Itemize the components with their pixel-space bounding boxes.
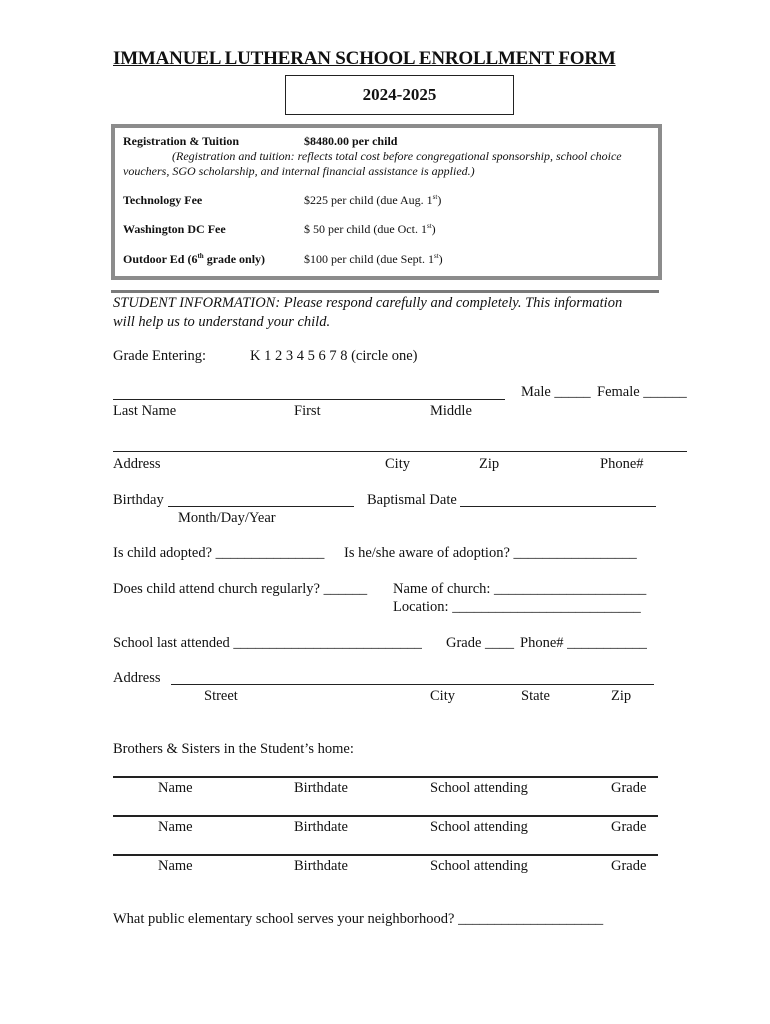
church-attendance-question[interactable]: Does child attend church regularly? ______	[113, 581, 368, 597]
sibling-name-field[interactable]: Name	[158, 780, 193, 796]
sibling-birthdate-field[interactable]: Birthdate	[294, 780, 348, 796]
student-address-field[interactable]	[113, 451, 687, 452]
sibling-school-field[interactable]: School attending	[430, 858, 528, 874]
grade-options[interactable]: K 1 2 3 4 5 6 7 8 (circle one)	[250, 348, 418, 364]
sibling-grade-field[interactable]: Grade	[611, 858, 647, 874]
registration-label: Registration & Tuition	[123, 134, 240, 148]
phone-label: Phone#	[600, 456, 644, 472]
washington-fee-amount: $ 50 per child (due Oct. 1st)	[304, 222, 436, 236]
baptismal-date-field[interactable]	[460, 506, 656, 507]
sibling-row-divider	[113, 776, 658, 778]
adoption-aware-question[interactable]: Is he/she aware of adoption? _________________	[344, 545, 637, 561]
female-field[interactable]: Female ______	[597, 384, 687, 400]
school-address-field[interactable]	[171, 684, 654, 685]
school-address-label: Address	[113, 670, 161, 686]
form-title: IMMANUEL LUTHERAN SCHOOL ENROLLMENT FORM	[113, 48, 616, 69]
sibling-name-field[interactable]: Name	[158, 819, 193, 835]
birthday-label: Birthday	[113, 492, 164, 508]
church-location-field[interactable]: Location: __________________________	[393, 599, 641, 615]
school-zip-label: Zip	[611, 688, 632, 704]
school-city-label: City	[430, 688, 455, 704]
technology-fee-label: Technology Fee	[123, 193, 203, 207]
last-name-label: Last Name	[113, 403, 177, 419]
zip-label: Zip	[479, 456, 500, 472]
sibling-birthdate-field[interactable]: Birthdate	[294, 858, 348, 874]
student-info-intro-line2: will help us to understand your child.	[113, 314, 331, 330]
outdoor-ed-amount: $100 per child (due Sept. 1st)	[304, 252, 443, 266]
state-label: State	[521, 688, 550, 704]
middle-name-label: Middle	[430, 403, 472, 419]
school-last-attended-field[interactable]: School last attended __________________________	[113, 635, 422, 651]
male-field[interactable]: Male _____	[521, 384, 591, 400]
registration-note-line2: vouchers, SGO scholarship, and internal financial assistance is applied.)	[123, 164, 475, 178]
technology-fee-amount: $225 per child (due Aug. 1st)	[304, 193, 442, 207]
public-school-question[interactable]: What public elementary school serves your neighborhood? ____________________	[113, 911, 604, 927]
sibling-school-field[interactable]: School attending	[430, 780, 528, 796]
sibling-school-field[interactable]: School attending	[430, 819, 528, 835]
section-divider	[111, 290, 659, 293]
sibling-grade-field[interactable]: Grade	[611, 780, 647, 796]
birthday-field[interactable]	[168, 506, 354, 507]
school-phone-field[interactable]: Phone# ___________	[520, 635, 647, 651]
sibling-row-divider	[113, 815, 658, 817]
city-label: City	[385, 456, 410, 472]
washington-fee-label: Washington DC Fee	[123, 222, 226, 236]
sibling-row-divider	[113, 854, 658, 856]
street-label: Street	[204, 688, 238, 704]
address-label: Address	[113, 456, 161, 472]
last-grade-field[interactable]: Grade ____	[446, 635, 515, 651]
registration-amount: $8480.00 per child	[304, 134, 398, 148]
student-name-field[interactable]	[113, 399, 505, 400]
sibling-name-field[interactable]: Name	[158, 858, 193, 874]
student-info-intro-line1: STUDENT INFORMATION: Please respond carefully and completely. This information	[113, 295, 623, 311]
sibling-birthdate-field[interactable]: Birthdate	[294, 819, 348, 835]
sibling-grade-field[interactable]: Grade	[611, 819, 647, 835]
registration-note-line1: (Registration and tuition: reflects total cost before congregational sponsorship, school choice	[172, 149, 622, 163]
church-name-field[interactable]: Name of church: _____________________	[393, 581, 647, 597]
baptismal-date-label: Baptismal Date	[367, 492, 457, 508]
outdoor-ed-label: Outdoor Ed (6th grade only)	[123, 252, 266, 266]
siblings-heading: Brothers & Sisters in the Student’s home:	[113, 741, 354, 757]
birthday-format-hint: Month/Day/Year	[178, 510, 276, 526]
grade-entering-label: Grade Entering:	[113, 348, 207, 364]
adopted-question[interactable]: Is child adopted? _______________	[113, 545, 325, 561]
school-year-box: 2024-2025	[285, 75, 514, 115]
first-name-label: First	[294, 403, 321, 419]
